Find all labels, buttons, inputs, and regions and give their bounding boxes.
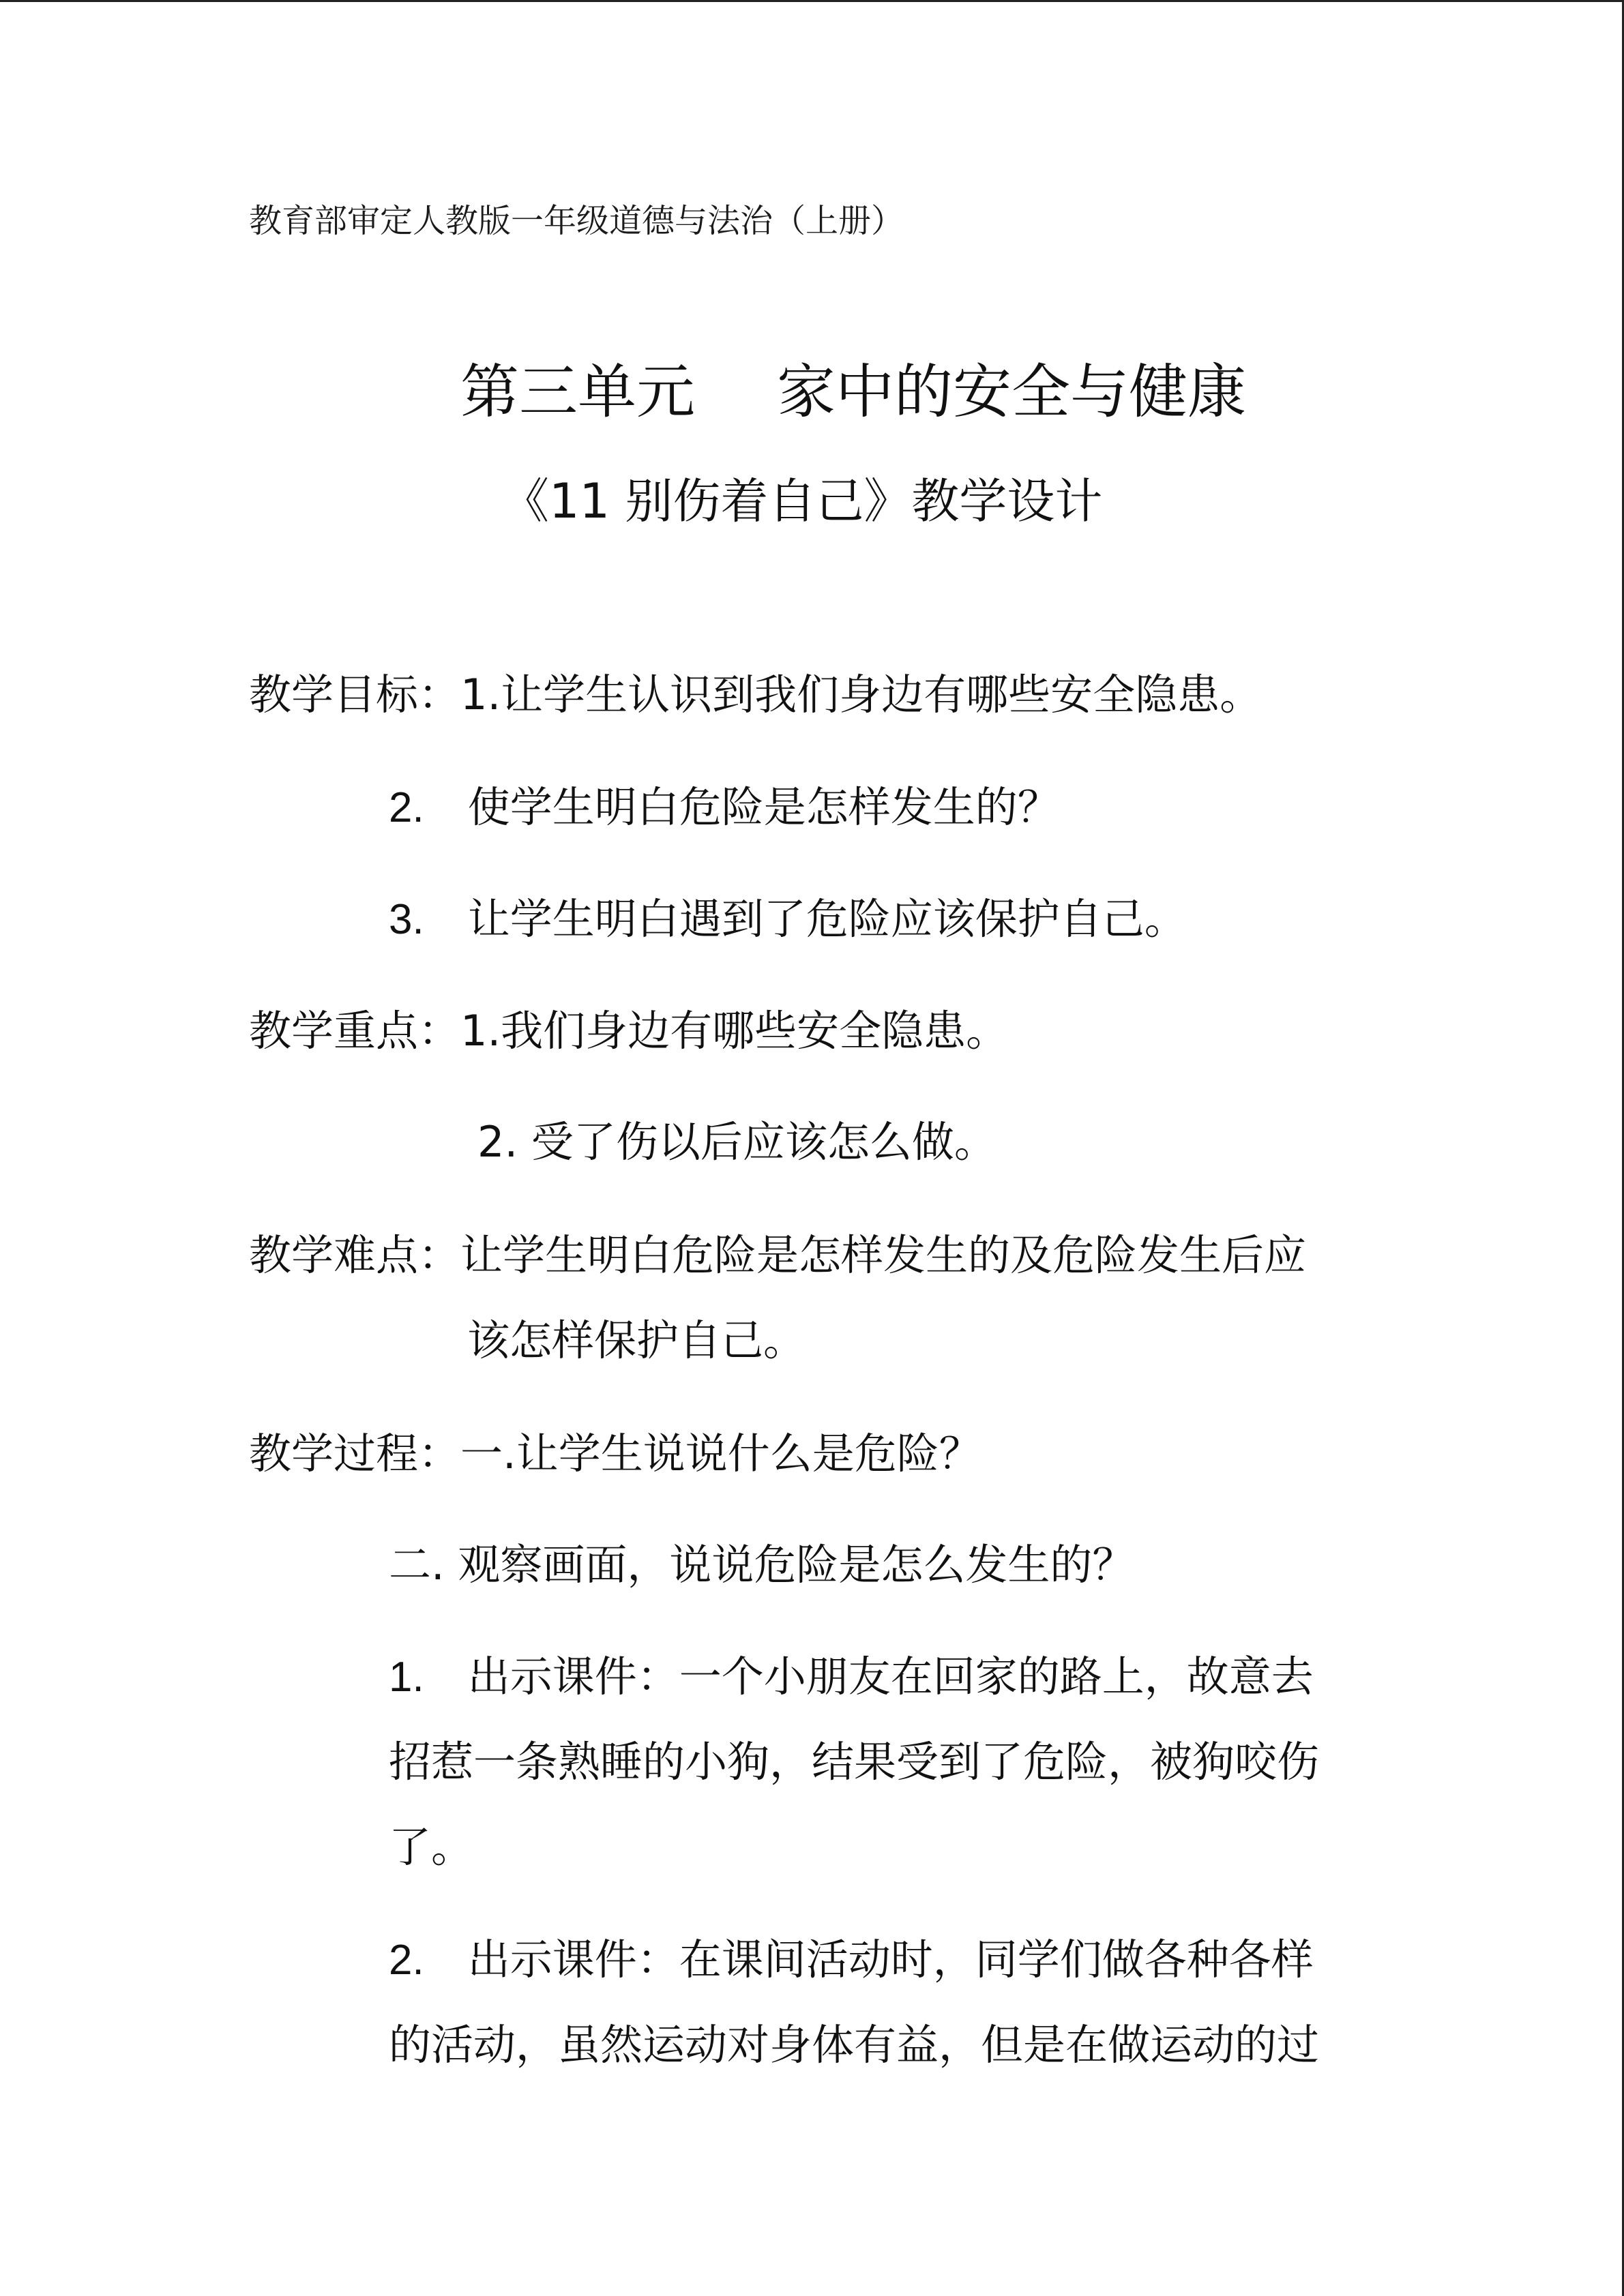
page-top-border xyxy=(0,0,1624,2)
difficulties-row-1 xyxy=(249,1230,1307,1280)
process-sub-2-text: 出示课件：在课间活动时，同学们做各种各样 xyxy=(467,1935,1314,1984)
process-sub-1-line-3: 了。 xyxy=(389,1822,474,1872)
objectives-item-2-number: 2. xyxy=(389,784,424,831)
difficulties-line-2: 该怎样保护自己。 xyxy=(467,1315,806,1365)
process-sub-1-line-1 xyxy=(389,1652,1314,1701)
process-sub-1-line-2: 招惹一条熟睡的小狗，结果受到了危险，被狗咬伤 xyxy=(389,1737,1320,1787)
objectives-row-2 xyxy=(389,782,1060,832)
objectives-row-1 xyxy=(249,670,1263,719)
key-points-item-2: 2. 受了伤以后应该怎么做。 xyxy=(477,1117,996,1167)
process-sub-2-line-2: 的活动，虽然运动对身体有益，但是在做运动的过 xyxy=(389,2020,1320,2070)
title-unit: 第三单元 xyxy=(460,358,695,426)
process-sub-1-number: 1. xyxy=(389,1654,424,1701)
difficulties-label: 教学难点： xyxy=(249,1230,461,1280)
process-step-2: 二. 观察画面，说说危险是怎么发生的？ xyxy=(389,1540,1135,1590)
objectives-item-2-text: 使学生明白危险是怎样发生的？ xyxy=(467,782,1060,832)
process-sub-2-line-1 xyxy=(389,1935,1314,1984)
title-topic: 家中的安全与健康 xyxy=(777,358,1246,426)
process-sub-2-number: 2. xyxy=(389,1937,424,1984)
objectives-item-3-number: 3. xyxy=(389,896,424,943)
difficulties-line-1: 让学生明白危险是怎样发生的及危险发生后应 xyxy=(460,1230,1307,1280)
page-header: 教育部审定人教版一年级道德与法治（上册） xyxy=(249,202,904,240)
process-label: 教学过程： xyxy=(249,1429,461,1478)
key-points-item-1: 1.我们身边有哪些安全隐患。 xyxy=(460,1006,1009,1056)
key-points-label: 教学重点： xyxy=(249,1006,461,1056)
process-step-1: 一.让学生说说什么是危险？ xyxy=(460,1429,981,1478)
page-title xyxy=(460,358,1246,426)
objectives-row-3 xyxy=(389,894,1187,944)
objectives-item-1: 1.让学生认识到我们身边有哪些安全隐患。 xyxy=(460,670,1263,719)
key-points-row-1 xyxy=(249,1006,1009,1056)
objectives-label: 教学目标： xyxy=(249,670,461,719)
process-sub-1-text: 出示课件：一个小朋友在回家的路上，故意去 xyxy=(467,1652,1314,1701)
process-row-1 xyxy=(249,1429,981,1478)
objectives-item-3-text: 让学生明白遇到了危险应该保护自己。 xyxy=(467,894,1187,944)
page-subtitle: 《11 别伤着自己》教学设计 xyxy=(501,473,1103,529)
